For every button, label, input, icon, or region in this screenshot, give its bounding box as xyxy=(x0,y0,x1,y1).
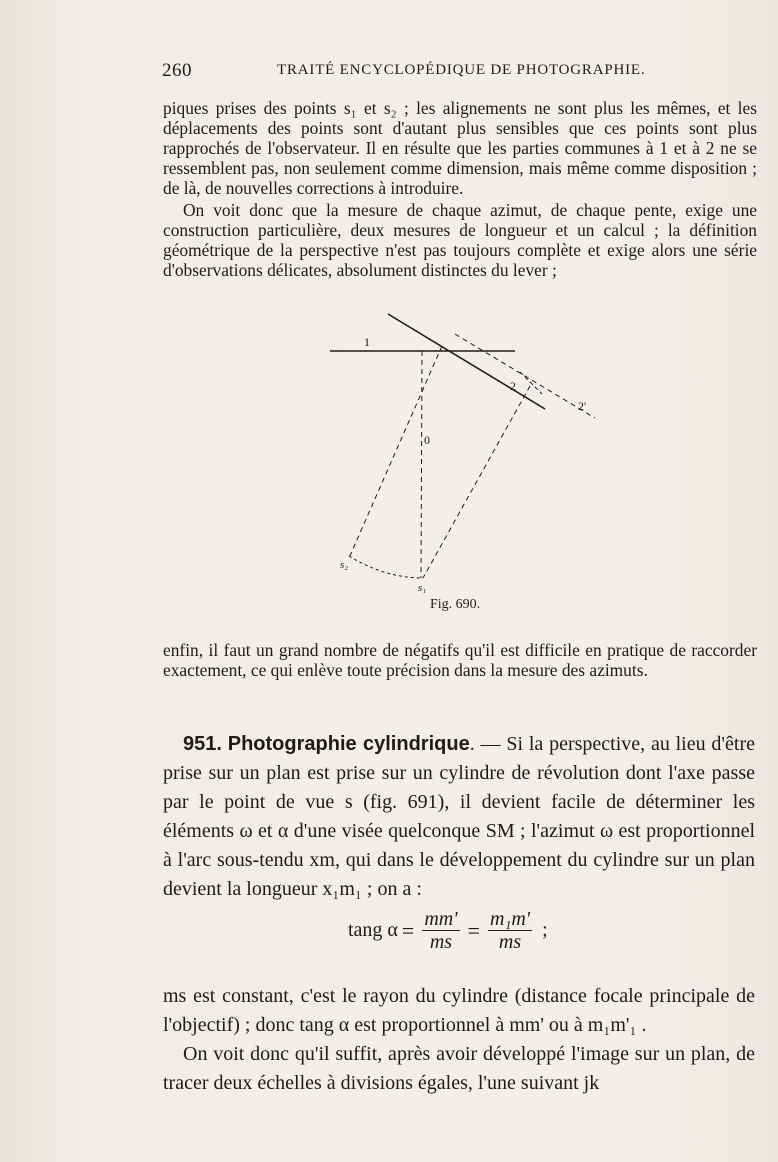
section-dash: . — xyxy=(469,733,501,755)
paragraph-text: ms est constant, c'est le rayon du cylindre (distance focale principale de l'objectif) ; donc tang α est proportionnel à mm' ou à m₁m'₁ . xyxy=(163,985,755,1036)
fraction-2-numerator: m₁m' xyxy=(489,908,531,930)
running-title: TRAITÉ ENCYCLOPÉDIQUE DE PHOTOGRAPHIE. xyxy=(277,62,646,78)
label-2: 2 xyxy=(510,379,516,393)
section-title: Photographie cylindrique xyxy=(227,733,470,755)
section-body: Si la perspective, au lieu d'être prise sur un plan est prise sur un cylindre de révolution dont l'axe passe par le point de vue s (fig. 691), il devient facile de déterminer les éléments ω et α d'une visée quelconque SM ; l'azimut ω est proportionnel à l'arc sous-tendu xm, qui dans le développement du cylindre sur un plan devient la longueur x₁m₁ ; on a : xyxy=(163,733,756,900)
paragraph-ms-constant xyxy=(163,982,755,1098)
formula-lhs: tang α xyxy=(348,919,398,941)
formula-eq-1: = xyxy=(401,917,415,943)
paragraph-text: On voit donc que la mesure de chaque azimut, de chaque pente, exige une construction particulière, deux mesures de longueur et un calcul ; la définition géométrique de la perspective n'est pas toujours complète et exige alors une série d'observations délicates, absolument distinctes du lever ; xyxy=(163,200,757,280)
label-s2: s₂ xyxy=(340,559,349,571)
dashed-line-s2 xyxy=(349,346,442,558)
label-2-prime: 2' xyxy=(578,399,587,413)
dashed-line-s1-2 xyxy=(423,386,530,578)
fraction-1-denominator: ms xyxy=(429,931,453,953)
paragraph-text: enfin, il faut un grand nombre de négatifs qu'il est difficile en pratique de raccorder exactement, ce qui enlève toute précision dans la mesure des azimuts. xyxy=(163,640,757,680)
label-o: 0 xyxy=(424,433,430,447)
dashed-line-2-2p xyxy=(520,372,542,394)
section-951 xyxy=(163,730,755,904)
formula-end: ; xyxy=(542,919,548,941)
fraction-1 xyxy=(422,908,459,953)
section-number: 951. xyxy=(183,733,222,755)
label-s1: s₁ xyxy=(418,582,427,594)
page-number: 260 xyxy=(162,60,192,81)
plane-line-2 xyxy=(388,314,545,409)
figure-690-diagram xyxy=(320,306,620,596)
dashed-line-a xyxy=(455,334,595,418)
paragraph-text: On voit donc qu'il suffit, après avoir développé l'image sur un plan, de tracer deux échelles à divisions égales, l'une suivant jk xyxy=(163,1043,755,1094)
label-1: 1 xyxy=(364,335,370,349)
dashed-line-vertical xyxy=(421,351,422,578)
fraction-2 xyxy=(488,908,532,953)
paragraph-negatives xyxy=(163,640,757,680)
arc-s2-s1 xyxy=(349,556,423,578)
formula-eq-2: = xyxy=(467,917,480,943)
paragraph-continuation xyxy=(163,98,757,198)
paragraph-azimuth xyxy=(163,200,757,280)
paragraph-text: piques prises des points s₁ et s₂ ; les alignements ne sont plus les mêmes, et les déplacements des points sont d'autant plus sensibles que ces points sont plus rapprochés de l'observateur. Il en résulte que les parties communes à 1 et à 2 ne se ressemblent pas, non seulement comme dimension, mais même comme disposition ; de là, de nouvelles corrections à introduire. xyxy=(163,98,757,198)
fraction-1-numerator: mm' xyxy=(424,908,458,930)
formula-tang-alpha xyxy=(348,908,548,953)
figure-caption: Fig. 690. xyxy=(430,597,481,612)
fraction-2-denominator: ms xyxy=(498,931,522,953)
